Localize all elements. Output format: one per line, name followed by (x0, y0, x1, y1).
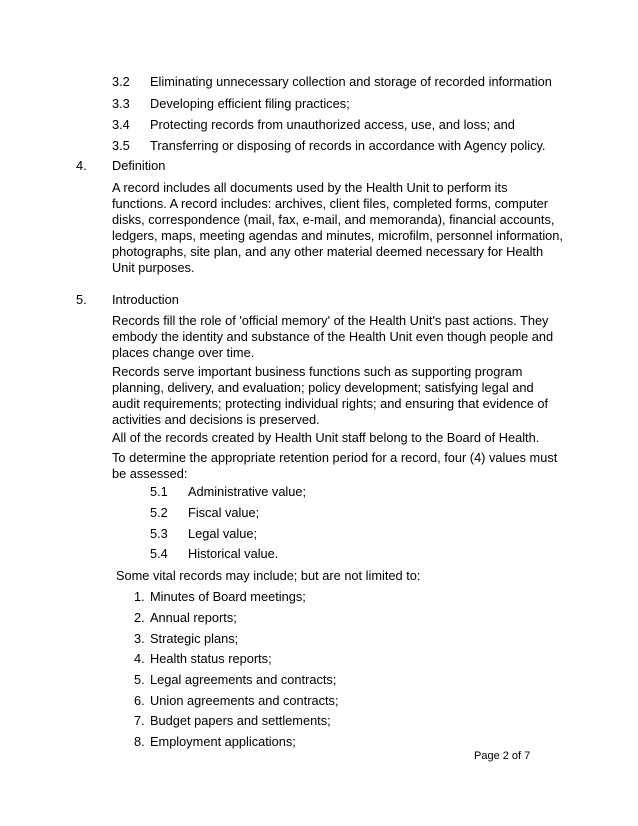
intro-paragraph-4: To determine the appropriate retention period for a record, four (4) values must be assessed: (112, 450, 558, 481)
item-number: 5. (134, 672, 145, 687)
item-text: Employment applications; (150, 734, 296, 749)
item-text: Protecting records from unauthorized access, use, and loss; and (150, 117, 515, 132)
item-text: Health status reports; (150, 651, 272, 666)
item-text: Annual reports; (150, 610, 237, 625)
item-text: Administrative value; (188, 484, 307, 499)
section-title: Definition (112, 158, 166, 173)
item-text: Legal value; (188, 526, 258, 541)
definition-paragraph: A record includes all documents used by the Health Unit to perform its functions. A record includes: archives, client files, completed forms, computer disks, correspondence (mail, fax, e-mail, and memoranda), financial accounts, ledgers, maps, meeting agendas and minutes, microfilm, personnel information, photographs, site plan, and any other material deemed necessary for Health Unit purposes. (112, 180, 563, 275)
item-number: 3.5 (112, 138, 130, 153)
item-number: 3. (134, 631, 145, 646)
item-text: Budget papers and settlements; (150, 713, 331, 728)
item-number: 5.4 (150, 546, 168, 561)
item-number: 4. (134, 651, 145, 666)
intro-paragraph-1: Records fill the role of 'official memory' of the Health Unit's past actions. They embody the identity and substance of the Health Unit even though people and places change over time. (112, 313, 554, 360)
item-text: Minutes of Board meetings; (150, 589, 306, 604)
item-number: 3.4 (112, 117, 130, 132)
item-number: 3.2 (112, 74, 130, 89)
item-text: Legal agreements and contracts; (150, 672, 337, 687)
item-text: Historical value. (188, 546, 279, 561)
section-number: 4. (76, 158, 87, 173)
item-number: 1. (134, 589, 145, 604)
item-number: 8. (134, 734, 145, 749)
item-number: 5.3 (150, 526, 168, 541)
vital-records-intro: Some vital records may include; but are not limited to: (116, 568, 421, 583)
item-number: 6. (134, 693, 145, 708)
item-number: 3.3 (112, 96, 130, 111)
item-number: 7. (134, 713, 145, 728)
section-number: 5. (76, 292, 87, 307)
item-number: 2. (134, 610, 145, 625)
item-text: Union agreements and contracts; (150, 693, 339, 708)
page-number: Page 2 of 7 (474, 750, 531, 762)
item-text: Eliminating unnecessary collection and storage of recorded information (150, 74, 552, 89)
intro-paragraph-2: Records serve important business functions such as supporting program planning, delivery, and evaluation; policy development; satisfying legal and audit requirements; protecting individual rights; and ensuring that evidence of activities and decisions is preserved. (112, 364, 549, 427)
item-text: Fiscal value; (188, 505, 260, 520)
item-number: 5.2 (150, 505, 168, 520)
item-text: Developing efficient filing practices; (150, 96, 350, 111)
section-title: Introduction (112, 292, 179, 307)
item-number: 5.1 (150, 484, 168, 499)
item-text: Transferring or disposing of records in accordance with Agency policy. (150, 138, 546, 153)
intro-paragraph-3: All of the records created by Health Unit staff belong to the Board of Health. (112, 430, 540, 445)
item-text: Strategic plans; (150, 631, 239, 646)
